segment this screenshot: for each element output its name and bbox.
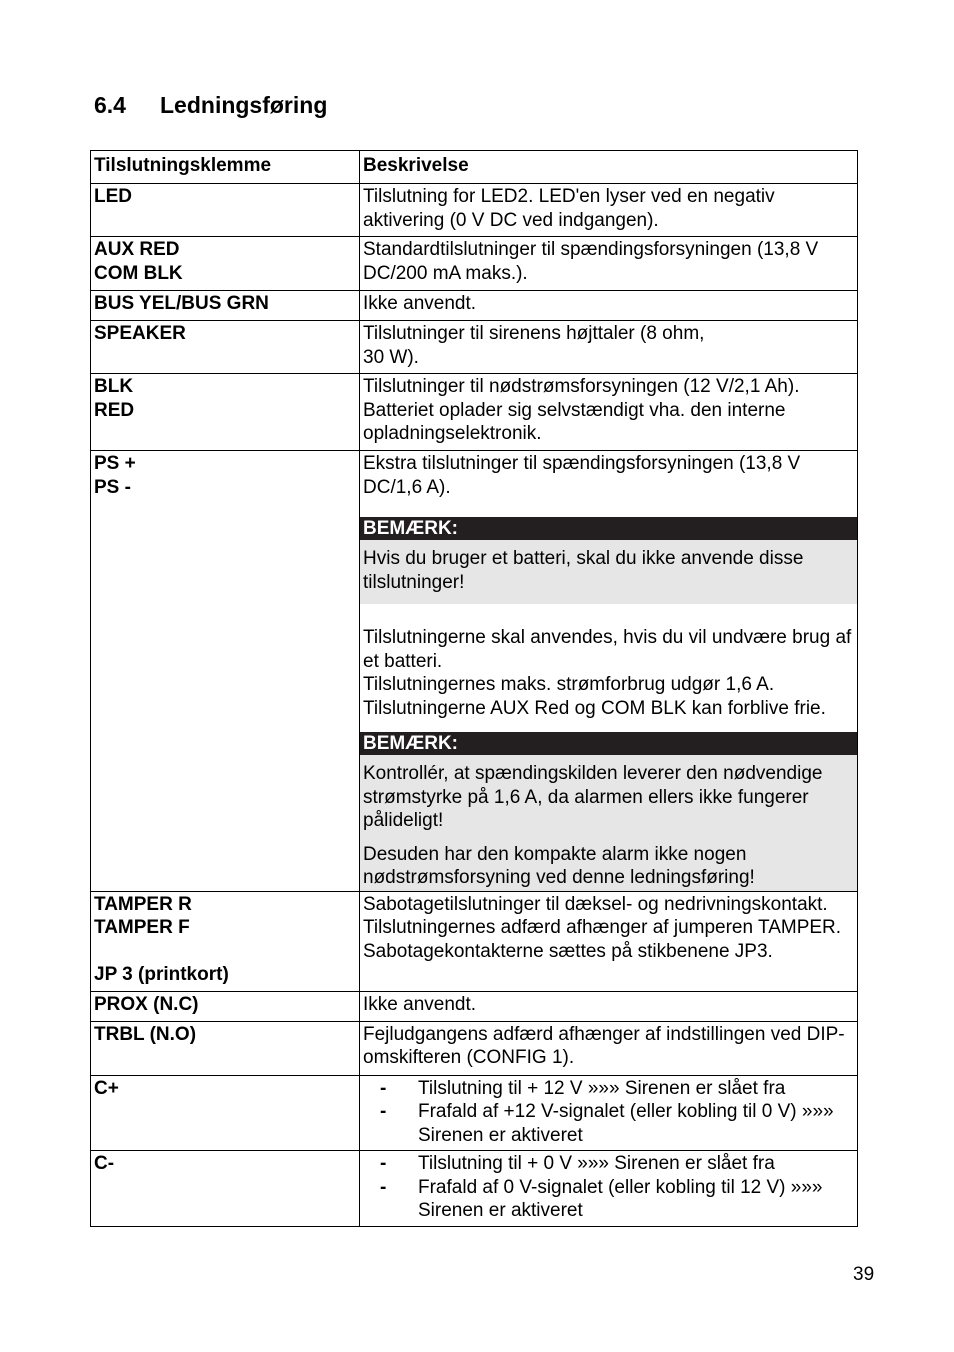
list-item: - Tilslutning til + 0 V »»» Sirenen er slået fra (380, 1153, 775, 1174)
description-line: Sabotagetilslutninger til dæksel- og nedrivningskontakt. Tilslutningernes adfærd afhænger af jumperen TAMPER. (363, 893, 842, 938)
table-row (91, 891, 858, 991)
description-line: Tilslutninger til sirenens højttaler (8 ohm, (363, 323, 705, 344)
table-row (91, 1021, 858, 1075)
note-text: Hvis du bruger et batteri, skal du ikke anvende disse tilslutninger! (363, 548, 804, 593)
table-row (91, 374, 858, 451)
section-number: 6.4 (94, 92, 126, 118)
page-number: 39 (853, 1264, 875, 1285)
dash-bullet: - (380, 1153, 387, 1174)
terminal-label: PROX (N.C) (94, 993, 199, 1015)
description-text (360, 892, 857, 968)
bullet-list (360, 1076, 857, 1151)
table-row (91, 184, 858, 237)
description-text: Ikke anvendt. (363, 293, 477, 314)
description-line: Tilslutningernes maks. strømforbrug udgør 1,6 A. (363, 674, 775, 695)
table-header-row (91, 151, 858, 184)
table-row (91, 321, 858, 374)
note-label: BEMÆRK: (360, 517, 857, 540)
list-item: - Frafald af 0 V-signalet (eller kobling til 12 V) »»» Sirenen er aktiveret (380, 1176, 823, 1221)
description-line: Sabotagekontakterne sættes på stikbenene JP3. (363, 940, 773, 962)
dash-bullet: - (380, 1176, 387, 1198)
table-row (91, 451, 858, 892)
description-text (360, 604, 857, 732)
terminal-label: PS + PS - (94, 453, 136, 498)
description-line: Tilslutningerne skal anvendes, hvis du vil undvære brug af et batteri. (363, 627, 852, 672)
header-terminal: Tilslutningsklemme (91, 151, 360, 184)
description-text: Tilslutninger til nødstrømsforsyningen (12 V/2,1 Ah). Batteriet oplader sig selvstændigt vha. den interne opladningselektronik. (363, 376, 800, 444)
description-text: Ekstra tilslutninger til spændingsforsyningen (13,8 V DC/1,6 A). (363, 453, 801, 498)
description-text: Standardtilslutninger til spændingsforsyningen (13,8 V DC/200 mA maks.). (363, 239, 819, 284)
terminal-label: C+ (94, 1077, 119, 1099)
note-box (360, 755, 857, 891)
table-row (91, 1075, 858, 1151)
dash-bullet: - (380, 1077, 387, 1099)
note-text: Desuden har den kompakte alarm ikke nogen nødstrømsforsyning ved denne ledningsføring! (363, 843, 755, 888)
dash-bullet: - (380, 1101, 387, 1122)
description-line: 30 W). (363, 346, 419, 368)
table-row (91, 991, 858, 1021)
table-row (91, 291, 858, 321)
section-heading (94, 92, 327, 119)
terminal-label: AUX RED COM BLK (94, 239, 183, 284)
list-item: - Tilslutning til + 12 V »»» Sirenen er slået fra (380, 1077, 786, 1099)
terminal-label: BUS YEL/BUS GRN (94, 293, 269, 314)
wiring-table (90, 150, 858, 1227)
description-cell (360, 451, 858, 892)
header-description: Beskrivelse (360, 151, 858, 184)
terminal-label: BLK RED (94, 376, 135, 421)
description-text (360, 321, 857, 373)
section-title: Ledningsføring (160, 92, 328, 118)
terminal-label: TRBL (N.O) (94, 1023, 197, 1045)
terminal-label: SPEAKER (94, 323, 186, 344)
list-item: - Frafald af +12 V-signalet (eller kobling til 0 V) »»» Sirenen er aktiveret (380, 1101, 834, 1146)
bullet-list (360, 1151, 857, 1226)
description-line: Tilslutningerne AUX Red og COM BLK kan forblive frie. (363, 697, 826, 719)
terminal-label: C- (94, 1153, 115, 1174)
description-text: Ikke anvendt. (363, 993, 477, 1015)
terminal-label: TAMPER R TAMPER F JP 3 (printkort) (94, 893, 229, 985)
table-row (91, 237, 858, 291)
description-text: Tilslutning for LED2. LED'en lyser ved en negativ aktivering (0 V DC ved indgangen). (363, 186, 775, 231)
note-text: Kontrollér, at spændingskilden leverer den nødvendige strømstyrke på 1,6 A, da alarmen ellers ikke fungerer pålideligt! (363, 763, 823, 831)
description-text: Fejludgangens adfærd afhænger af indstillingen ved DIP-omskifteren (CONFIG 1). (363, 1023, 845, 1068)
terminal-label: LED (94, 186, 132, 207)
note-label: BEMÆRK: (360, 732, 857, 755)
note-box (360, 540, 857, 604)
table-row (91, 1151, 858, 1227)
